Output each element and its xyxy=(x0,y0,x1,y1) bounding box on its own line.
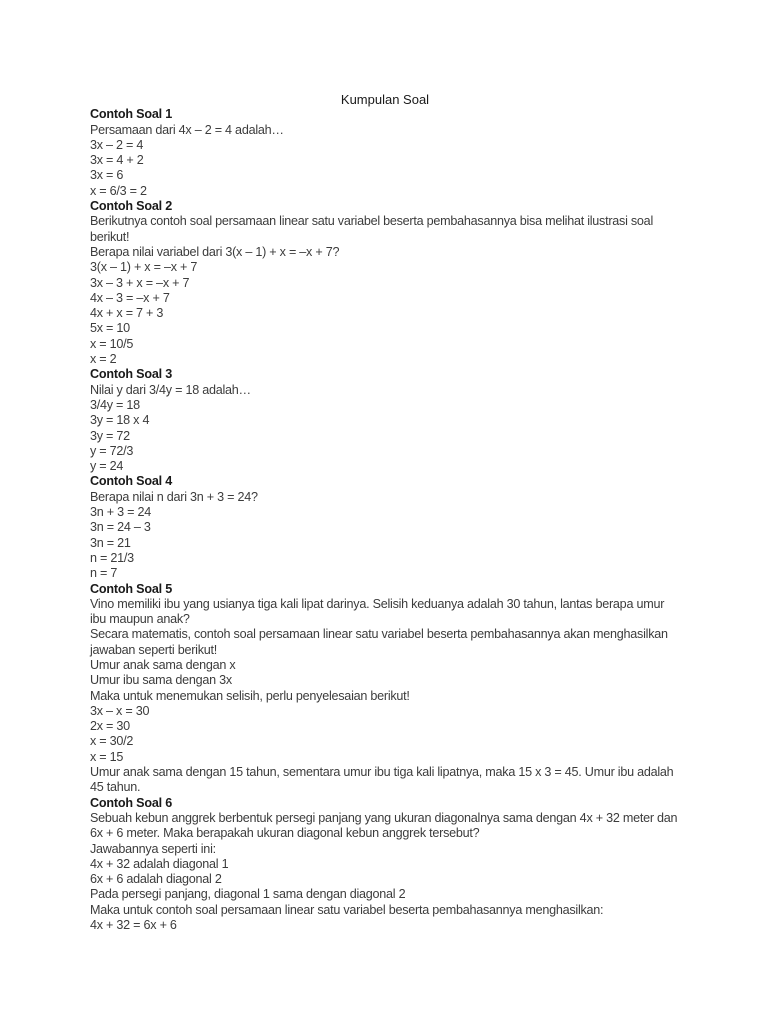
text-line: n = 7 xyxy=(90,566,118,581)
section-heading: Contoh Soal 4 xyxy=(90,474,173,489)
text-line: x = 30/2 xyxy=(90,734,134,749)
text-line: 3n = 21 xyxy=(90,535,131,550)
text-line: x = 15 xyxy=(90,749,124,764)
section-contoh-soal-1 xyxy=(90,107,680,199)
section-heading: Contoh Soal 5 xyxy=(90,581,173,596)
section-heading: Contoh Soal 3 xyxy=(90,367,173,382)
text-line: Umur anak sama dengan x xyxy=(90,657,236,672)
section-contoh-soal-5 xyxy=(90,582,680,796)
text-line: 3(x – 1) + x = –x + 7 xyxy=(90,260,198,275)
text-line: y = 24 xyxy=(90,459,124,474)
text-line: x = 2 xyxy=(90,352,117,367)
text-line: Berapa nilai n dari 3n + 3 = 24? xyxy=(90,489,258,504)
text-line: 4x + 32 adalah diagonal 1 xyxy=(90,856,229,871)
section-contoh-soal-3 xyxy=(90,367,680,474)
text-line: Jawabannya seperti ini: xyxy=(90,841,216,856)
text-line: 3y = 18 x 4 xyxy=(90,413,150,428)
text-line: 3y = 72 xyxy=(90,428,130,443)
document-title: Kumpulan Soal xyxy=(340,92,430,107)
text-line: 2x = 30 xyxy=(90,719,130,734)
text-line: x = 6/3 = 2 xyxy=(90,183,147,198)
text-line: x = 10/5 xyxy=(90,336,134,351)
text-line: y = 72/3 xyxy=(90,443,134,458)
text-line: Pada persegi panjang, diagonal 1 sama dengan diagonal 2 xyxy=(90,887,406,902)
text-line: Sebuah kebun anggrek berbentuk persegi panjang yang ukuran diagonalnya sama dengan 4x + 32 meter dan 6x + 6 meter. Maka berapakah ukuran diagonal kebun anggrek tersebut? xyxy=(90,810,678,841)
text-line: 3n = 24 – 3 xyxy=(90,520,151,535)
text-line: Berapa nilai variabel dari 3(x – 1) + x = –x + 7? xyxy=(90,244,340,259)
section-heading: Contoh Soal 2 xyxy=(90,199,173,214)
document-page xyxy=(90,92,680,933)
text-line: Berikutnya contoh soal persamaan linear satu variabel beserta pembahasannya bisa melihat ilustrasi soal berikut! xyxy=(90,214,653,244)
text-line: 3/4y = 18 xyxy=(90,397,140,412)
section-contoh-soal-2 xyxy=(90,199,680,367)
sections-container xyxy=(90,107,680,933)
section-contoh-soal-4 xyxy=(90,474,680,581)
text-line: 3x = 6 xyxy=(90,168,124,183)
section-heading: Contoh Soal 1 xyxy=(90,107,173,122)
text-line: Secara matematis, contoh soal persamaan linear satu variabel beserta pembahasannya akan menghasilkan jawaban seperti berikut! xyxy=(90,627,668,657)
text-line: 4x + x = 7 + 3 xyxy=(90,306,164,321)
text-line: Maka untuk menemukan selisih, perlu penyelesaian berikut! xyxy=(90,688,410,703)
text-line: 3n + 3 = 24 xyxy=(90,505,151,520)
text-line: 3x = 4 + 2 xyxy=(90,153,144,168)
text-line: n = 21/3 xyxy=(90,550,134,565)
text-line: Umur anak sama dengan 15 tahun, sementara umur ibu tiga kali lipatnya, maka 15 x 3 = 45. Umur ibu adalah 45 tahun. xyxy=(90,765,674,795)
text-line: 3x – x = 30 xyxy=(90,703,150,718)
text-line: Umur ibu sama dengan 3x xyxy=(90,673,232,688)
text-line: 5x = 10 xyxy=(90,321,130,336)
text-line: 6x + 6 adalah diagonal 2 xyxy=(90,872,222,887)
text-line: 3x – 2 = 4 xyxy=(90,137,144,152)
section-contoh-soal-6 xyxy=(90,796,680,934)
text-line: 4x – 3 = –x + 7 xyxy=(90,290,170,305)
text-line: 3x – 3 + x = –x + 7 xyxy=(90,275,190,290)
text-line: Maka untuk contoh soal persamaan linear satu variabel beserta pembahasannya menghasilkan: xyxy=(90,902,604,917)
text-line: Nilai y dari 3/4y = 18 adalah… xyxy=(90,382,251,397)
text-line: 4x + 32 = 6x + 6 xyxy=(90,918,177,933)
text-line: Persamaan dari 4x – 2 = 4 adalah… xyxy=(90,122,284,137)
section-heading: Contoh Soal 6 xyxy=(90,795,173,810)
text-line: Vino memiliki ibu yang usianya tiga kali lipat darinya. Selisih keduanya adalah 30 tahun, lantas berapa umur ibu maupun anak? xyxy=(90,596,665,627)
